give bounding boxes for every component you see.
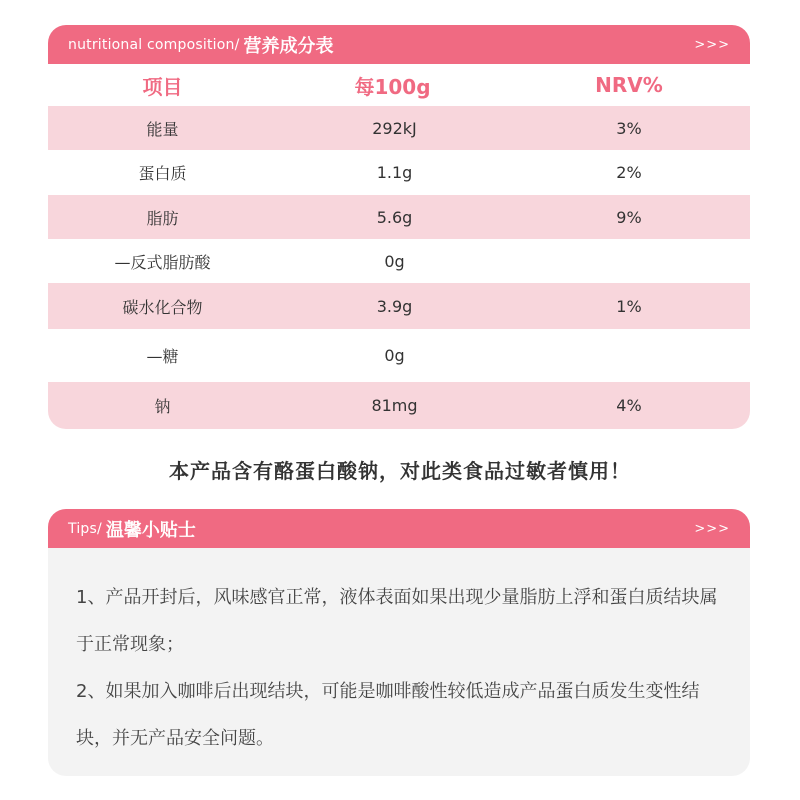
row-per100g: 292kJ	[372, 118, 417, 138]
table-row	[48, 106, 750, 150]
nutrition-table-header	[48, 64, 750, 106]
table-row	[48, 239, 750, 283]
nutrition-header-arrows: >>>	[694, 37, 730, 52]
row-item: 脂肪	[146, 208, 179, 228]
nutrition-card	[48, 25, 750, 429]
row-per100g: 5.6g	[376, 207, 413, 227]
row-per100g: 0g	[384, 346, 405, 365]
allergy-warning: 本产品含有酪蛋白酸钠，对此类食品过敏者慎用！	[169, 459, 631, 483]
row-per100g: 3.9g	[376, 296, 413, 316]
table-row	[48, 283, 750, 329]
row-item: 蛋白质	[138, 164, 187, 183]
column-header-nrv: NRV%	[595, 73, 663, 97]
tips-header	[48, 509, 750, 548]
table-row	[48, 382, 750, 429]
nutrition-header-en: nutritional composition/	[68, 36, 240, 53]
row-nrv: 9%	[616, 207, 642, 227]
nutrition-header	[48, 25, 750, 64]
row-item: 能量	[146, 119, 179, 139]
row-nrv: 2%	[616, 163, 642, 182]
column-header-per100g: 每100g	[354, 74, 431, 99]
tip-item: 2、如果加入咖啡后出现结块，可能是咖啡酸性较低造成产品蛋白质发生变性结块，并无产品安全问题。	[76, 681, 700, 749]
row-item: —反式脂肪酸	[114, 252, 211, 272]
row-per100g: 0g	[384, 251, 405, 271]
tips-card	[48, 509, 750, 776]
row-item: 钠	[154, 397, 171, 416]
tips-body	[48, 548, 750, 762]
table-row	[48, 329, 750, 382]
row-nrv: 3%	[616, 118, 642, 138]
row-item: —糖	[146, 347, 179, 366]
row-per100g: 1.1g	[376, 163, 413, 182]
tip-item: 1、产品开封后，风味感官正常，液体表面如果出现少量脂肪上浮和蛋白质结块属于正常现象；	[76, 587, 718, 655]
row-nrv: 1%	[616, 296, 642, 316]
tips-header-en: Tips/	[68, 520, 102, 537]
row-per100g: 81mg	[371, 396, 418, 415]
row-item: 碳水化合物	[122, 297, 203, 317]
row-nrv: 4%	[616, 396, 642, 415]
tips-header-arrows: >>>	[694, 521, 730, 536]
table-row	[48, 150, 750, 195]
tips-header-cn: 温馨小贴士	[105, 519, 196, 541]
nutrition-header-cn: 营养成分表	[243, 35, 334, 57]
column-header-item: 项目	[142, 74, 183, 99]
table-row	[48, 195, 750, 239]
